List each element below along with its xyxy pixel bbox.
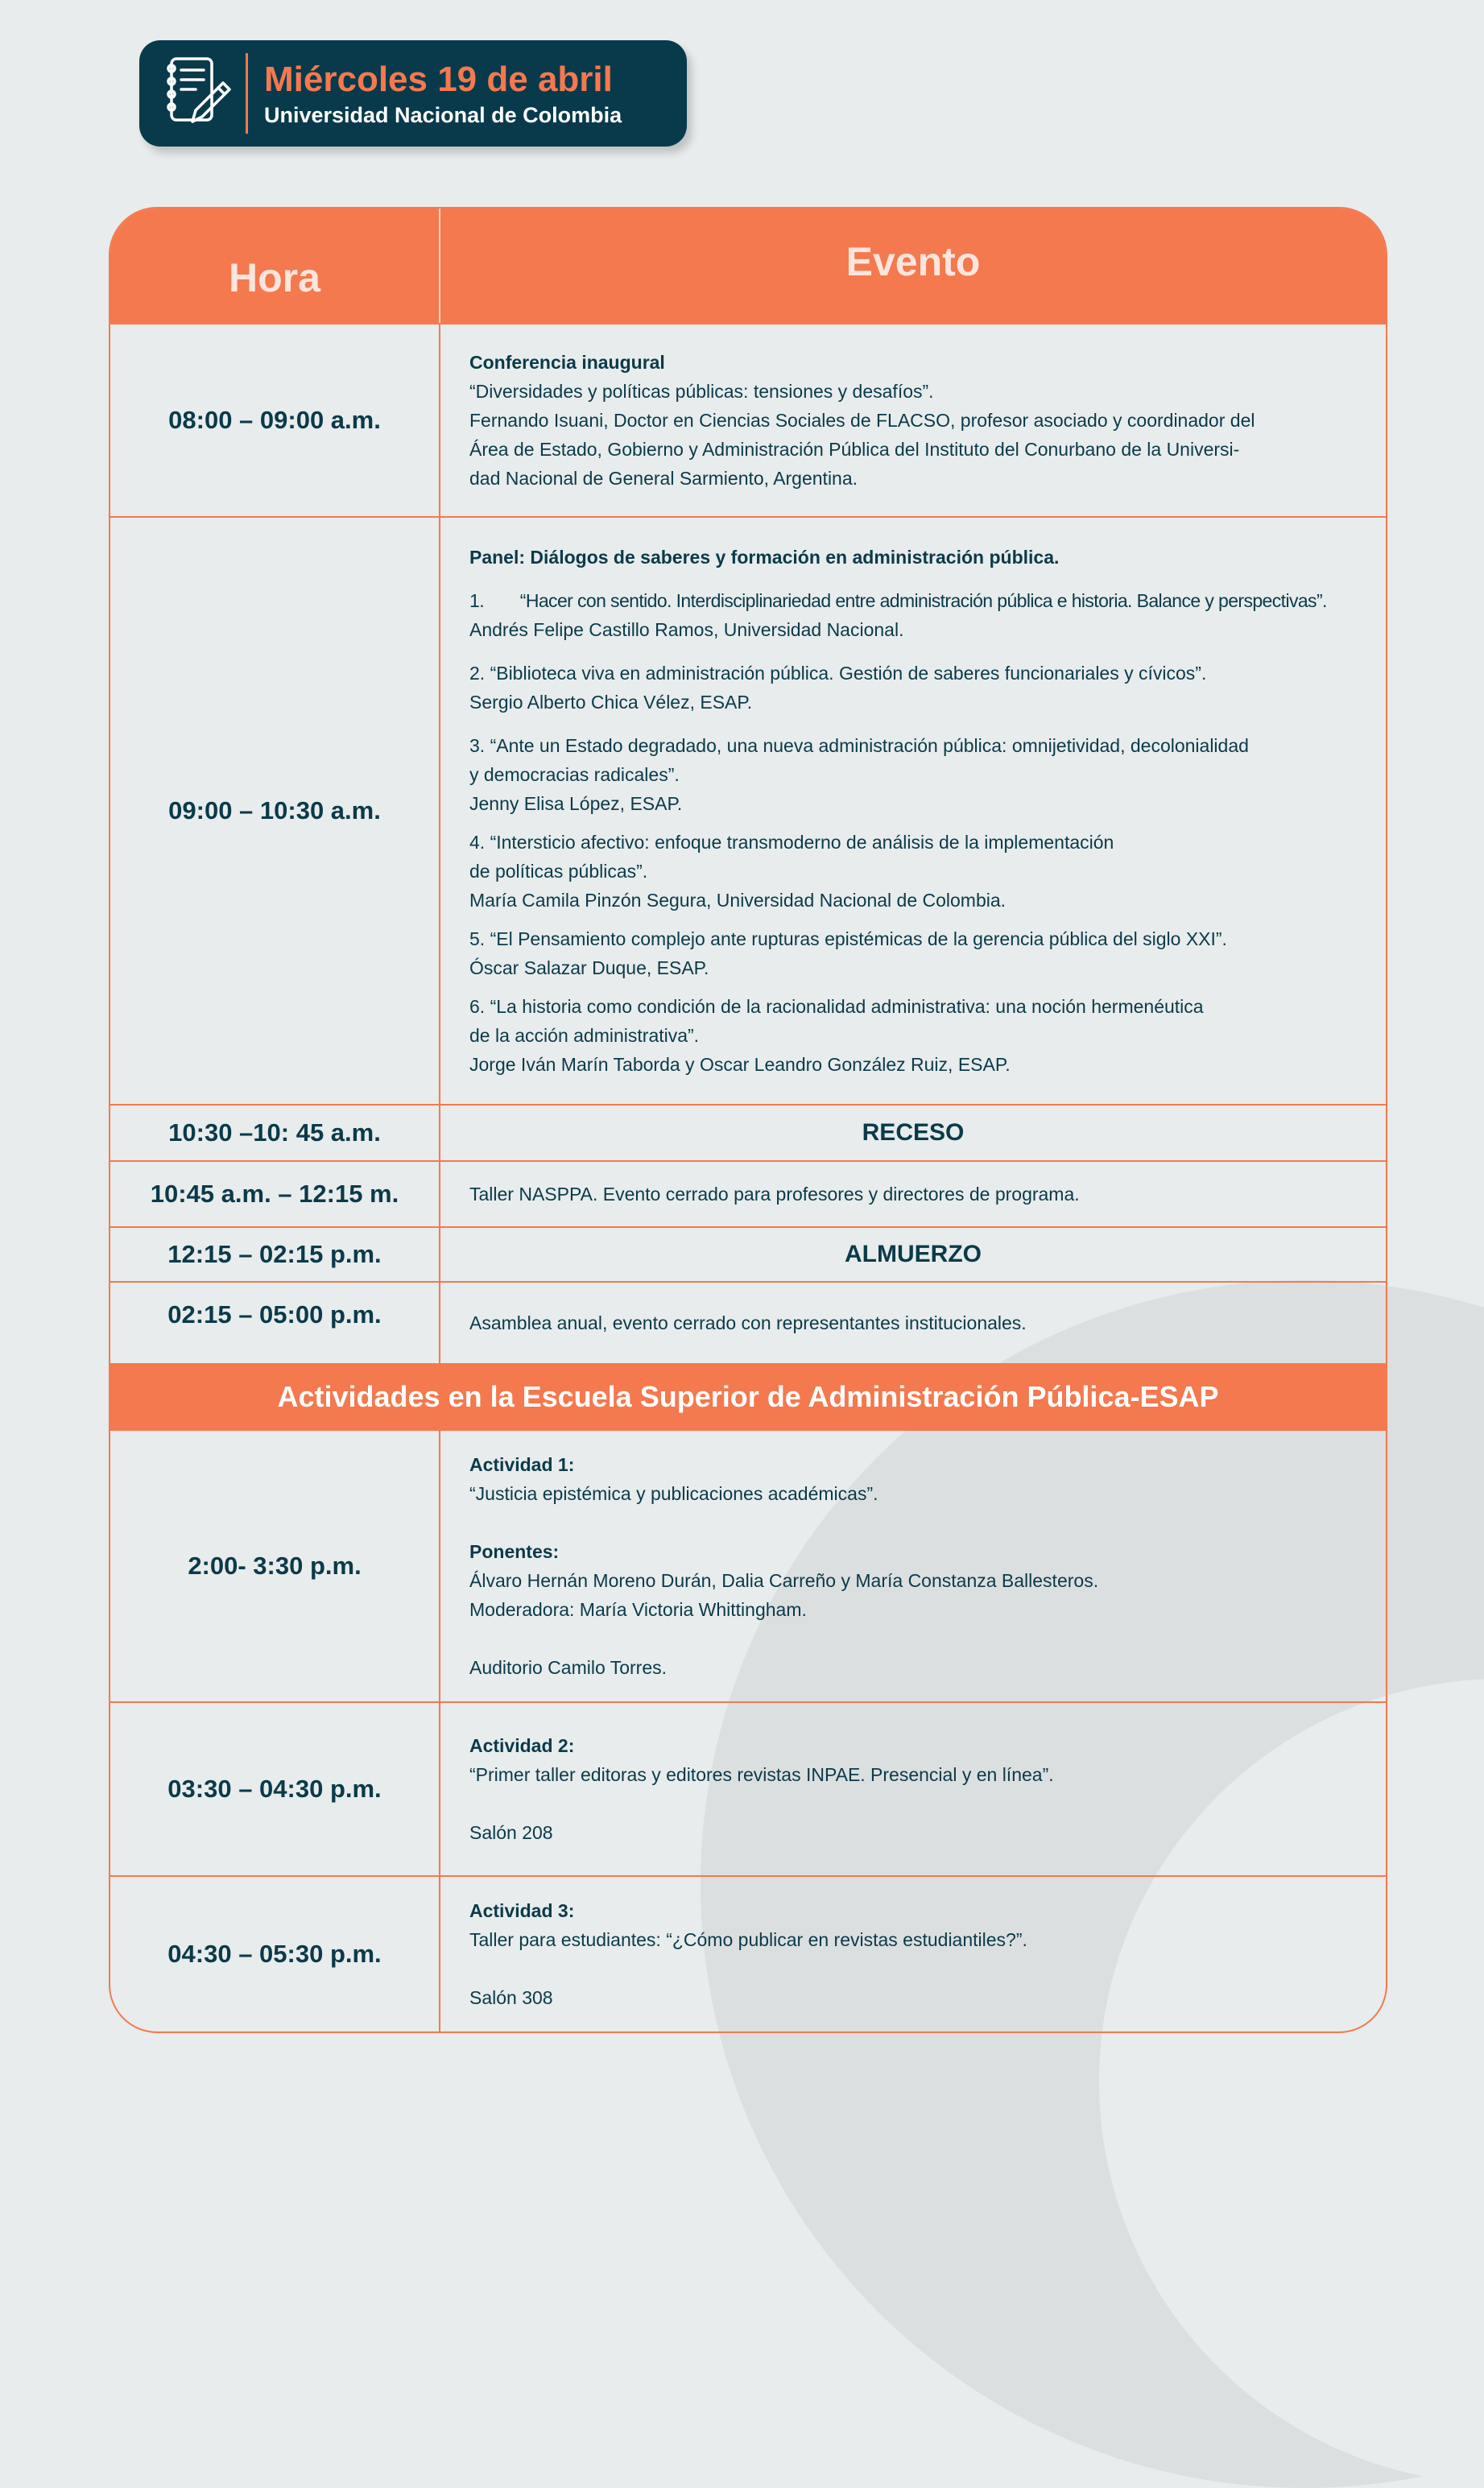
location: Auditorio Camilo Torres.	[469, 1657, 668, 1678]
table-row	[110, 1104, 1386, 1160]
table-row	[110, 323, 1386, 516]
panel-item-5	[469, 924, 1357, 982]
header-time: Hora	[110, 209, 440, 323]
item-line: 6. “La historia como condición de la racionalidad administrativa: una noción hermenéutica	[469, 996, 1204, 1017]
header-event: Evento	[845, 239, 981, 284]
item-line: 2. “Biblioteca viva en administración pública. Gestión de saberes funcionariales y cívicos”.	[469, 663, 1207, 684]
row-time: 08:00 – 09:00 a.m.	[110, 324, 440, 516]
badge-title: Miércoles 19 de abril	[264, 60, 613, 99]
item-line: 5. “El Pensamiento complejo ante rupturas epistémicas de la gerencia pública del siglo XXI”.	[469, 928, 1227, 949]
row-event: Taller NASPPA. Evento cerrado para profesores y directores de programa.	[469, 1184, 1080, 1205]
item-line: Andrés Felipe Castillo Ramos, Universidad Nacional.	[469, 619, 904, 640]
table-row	[110, 1226, 1386, 1281]
row-time: 03:30 – 04:30 p.m.	[110, 1703, 440, 1875]
row-event: RECESO	[862, 1119, 965, 1146]
table-row	[110, 516, 1386, 1104]
table-row	[110, 1875, 1386, 2031]
row-time: 12:15 – 02:15 p.m.	[110, 1228, 440, 1281]
event-line: Área de Estado, Gobierno y Administración Pública del Instituto del Conurbano de la Universi-	[469, 439, 1240, 460]
row-time: 10:45 a.m. – 12:15 m.	[110, 1162, 440, 1226]
location: Salón 308	[469, 1987, 553, 2008]
panel-item-6	[469, 992, 1357, 1079]
location: Salón 208	[469, 1822, 553, 1843]
panel-item-1	[469, 586, 1357, 644]
date-badge	[139, 40, 687, 147]
item-line: Sergio Alberto Chica Vélez, ESAP.	[469, 692, 753, 713]
item-line: Jorge Iván Marín Taborda y Oscar Leandro González Ruiz, ESAP.	[469, 1054, 1011, 1075]
activity-title: “Primer taller editoras y editores revistas INPAE. Presencial y en línea”.	[469, 1764, 1054, 1785]
table-row	[110, 1281, 1386, 1363]
event-heading: Panel: Diálogos de saberes y formación en administración pública.	[469, 547, 1060, 568]
panel-item-4	[469, 828, 1357, 915]
item-line: María Camila Pinzón Segura, Universidad Nacional de Colombia.	[469, 890, 1007, 911]
row-event: ALMUERZO	[845, 1241, 982, 1267]
row-event	[440, 1877, 1386, 2031]
item-line: 3. “Ante un Estado degradado, una nueva administración pública: omnijetividad, decolonialidad	[469, 735, 1249, 756]
activity-heading: Actividad 2:	[469, 1735, 575, 1756]
row-time: 10:30 –10: 45 a.m.	[110, 1106, 440, 1160]
badge-subtitle: Universidad Nacional de Colombia	[264, 103, 622, 127]
activity-heading: Actividad 3:	[469, 1900, 575, 1921]
row-event: Asamblea anual, evento cerrado con representantes institucionales.	[469, 1312, 1027, 1333]
notepad-pencil-icon	[154, 49, 242, 138]
event-line: “Diversidades y políticas públicas: tensiones y desafíos”.	[469, 381, 934, 402]
moderator: Moderadora: María Victoria Whittingham.	[469, 1599, 807, 1620]
item-line: 4. “Intersticio afectivo: enfoque transmoderno de análisis de la implementación	[469, 832, 1114, 853]
panel-item-2	[469, 659, 1357, 717]
row-time: 04:30 – 05:30 p.m.	[110, 1877, 440, 2031]
event-heading: Conferencia inaugural	[469, 352, 665, 373]
panel-item-3	[469, 731, 1357, 818]
row-time: 02:15 – 05:00 p.m.	[110, 1283, 440, 1363]
row-time: 2:00- 3:30 p.m.	[110, 1431, 440, 1701]
badge-text	[264, 58, 622, 129]
item-line: y democracias radicales”.	[469, 764, 680, 785]
section-title: Actividades en la Escuela Superior de Administración Pública-ESAP	[110, 1363, 1386, 1429]
row-event	[440, 518, 1386, 1104]
row-event	[440, 1703, 1386, 1875]
badge-divider	[246, 53, 248, 134]
activity-heading: Actividad 1:	[469, 1454, 575, 1475]
schedule-table	[109, 207, 1387, 2033]
table-row	[110, 1701, 1386, 1875]
item-line: Jenny Elisa López, ESAP.	[469, 793, 683, 814]
item-line: de políticas públicas”.	[469, 861, 648, 882]
activity-title: Taller para estudiantes: “¿Cómo publicar en revistas estudiantiles?”.	[469, 1929, 1027, 1950]
row-event	[440, 324, 1386, 516]
event-line: dad Nacional de General Sarmiento, Argentina.	[469, 468, 858, 489]
item-line: de la acción administrativa”.	[469, 1025, 700, 1046]
speakers-label: Ponentes:	[469, 1541, 560, 1562]
table-header	[110, 209, 1386, 323]
item-line: 1. “Hacer con sentido. Interdisciplinariedad entre administración pública e historia. Balance y perspectivas”.	[469, 590, 1327, 611]
event-line: Fernando Isuani, Doctor en Ciencias Sociales de FLACSO, profesor asociado y coordinador del	[469, 410, 1255, 431]
item-line: Óscar Salazar Duque, ESAP.	[469, 957, 709, 978]
table-row	[110, 1160, 1386, 1226]
row-event	[440, 1431, 1386, 1701]
row-time: 09:00 – 10:30 a.m.	[110, 518, 440, 1104]
speakers: Álvaro Hernán Moreno Durán, Dalia Carreño y María Constanza Ballesteros.	[469, 1570, 1099, 1591]
table-row	[110, 1429, 1386, 1701]
activity-title: “Justicia epistémica y publicaciones académicas”.	[469, 1483, 878, 1504]
